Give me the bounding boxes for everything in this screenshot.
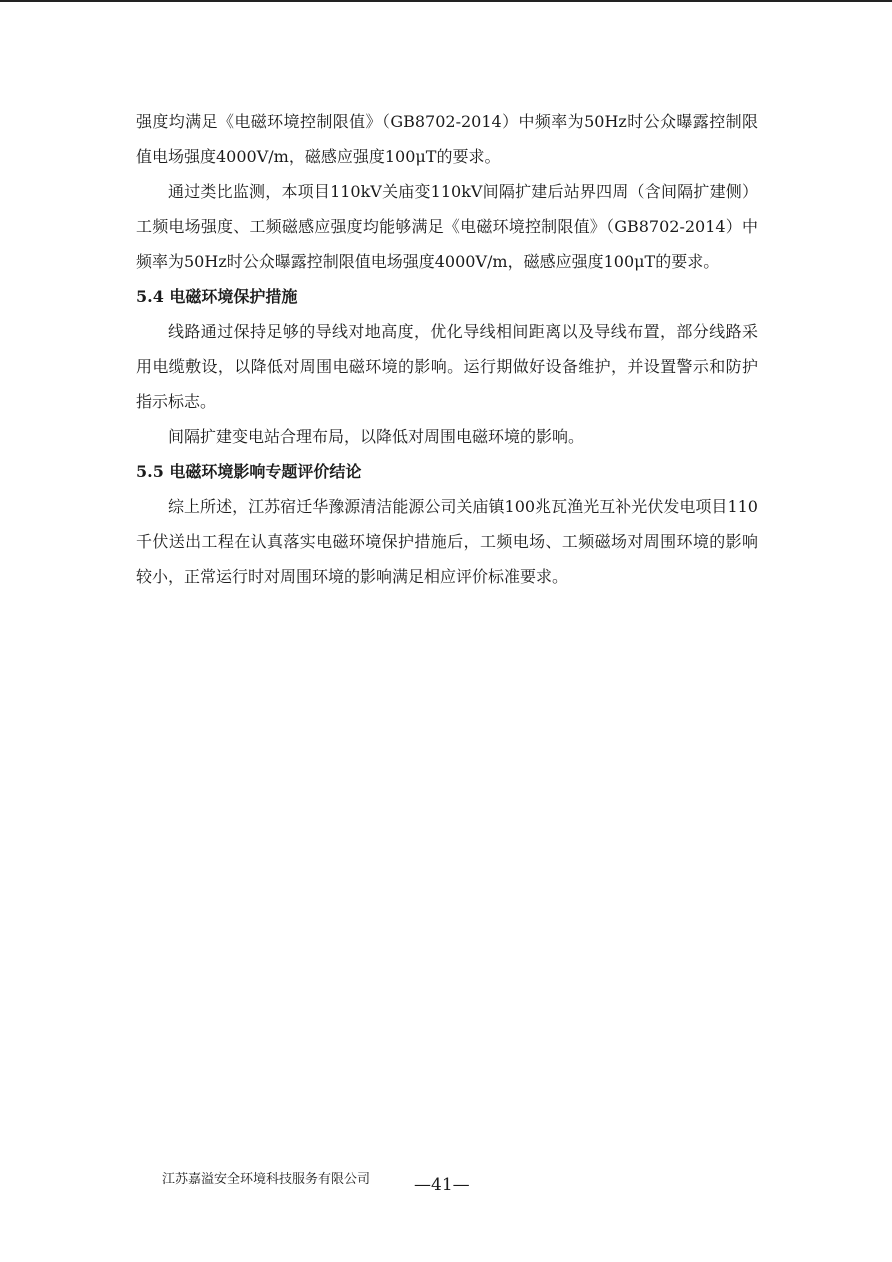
- document-body: [136, 104, 758, 594]
- paragraph-bay-expansion-measures: 间隔扩建变电站合理布局，以降低对周围电磁环境的影响。: [168, 427, 585, 446]
- paragraph-substation-monitoring: 通过类比监测，本项目110kV关庙变110kV间隔扩建后站界四周（含间隔扩建侧）工频电场强度、工频磁感应强度均能够满足《电磁环境控制限值》（GB8702-2014）中频率为50Hz时公众曝露控制限值电场强度4000V/m，磁感应强度100μT的要求。: [136, 182, 758, 271]
- footer-page-number: —41—: [414, 1175, 470, 1195]
- top-rule: [0, 0, 892, 2]
- section-heading-5-4: 5.4 电磁环境保护措施: [136, 287, 298, 306]
- footer-company-name: 江苏嘉溢安全环境科技服务有限公司: [162, 1172, 371, 1187]
- paragraph-standard-compliance: 强度均满足《电磁环境控制限值》（GB8702-2014）中频率为50Hz时公众曝露控制限值电场强度4000V/m，磁感应强度100μT的要求。: [136, 112, 758, 166]
- paragraph-conclusion: 综上所述，江苏宿迁华豫源清洁能源公司关庙镇100兆瓦渔光互补光伏发电项目110千伏送出工程在认真落实电磁环境保护措施后，工频电场、工频磁场对周围环境的影响较小，正常运行时对周围环境的影响满足相应评价标准要求。: [136, 497, 758, 586]
- paragraph-line-measures: 线路通过保持足够的导线对地高度，优化导线相间距离以及导线布置，部分线路采用电缆敷设，以降低对周围电磁环境的影响。运行期做好设备维护，并设置警示和防护指示标志。: [136, 322, 758, 411]
- section-heading-5-5: 5.5 电磁环境影响专题评价结论: [136, 462, 362, 481]
